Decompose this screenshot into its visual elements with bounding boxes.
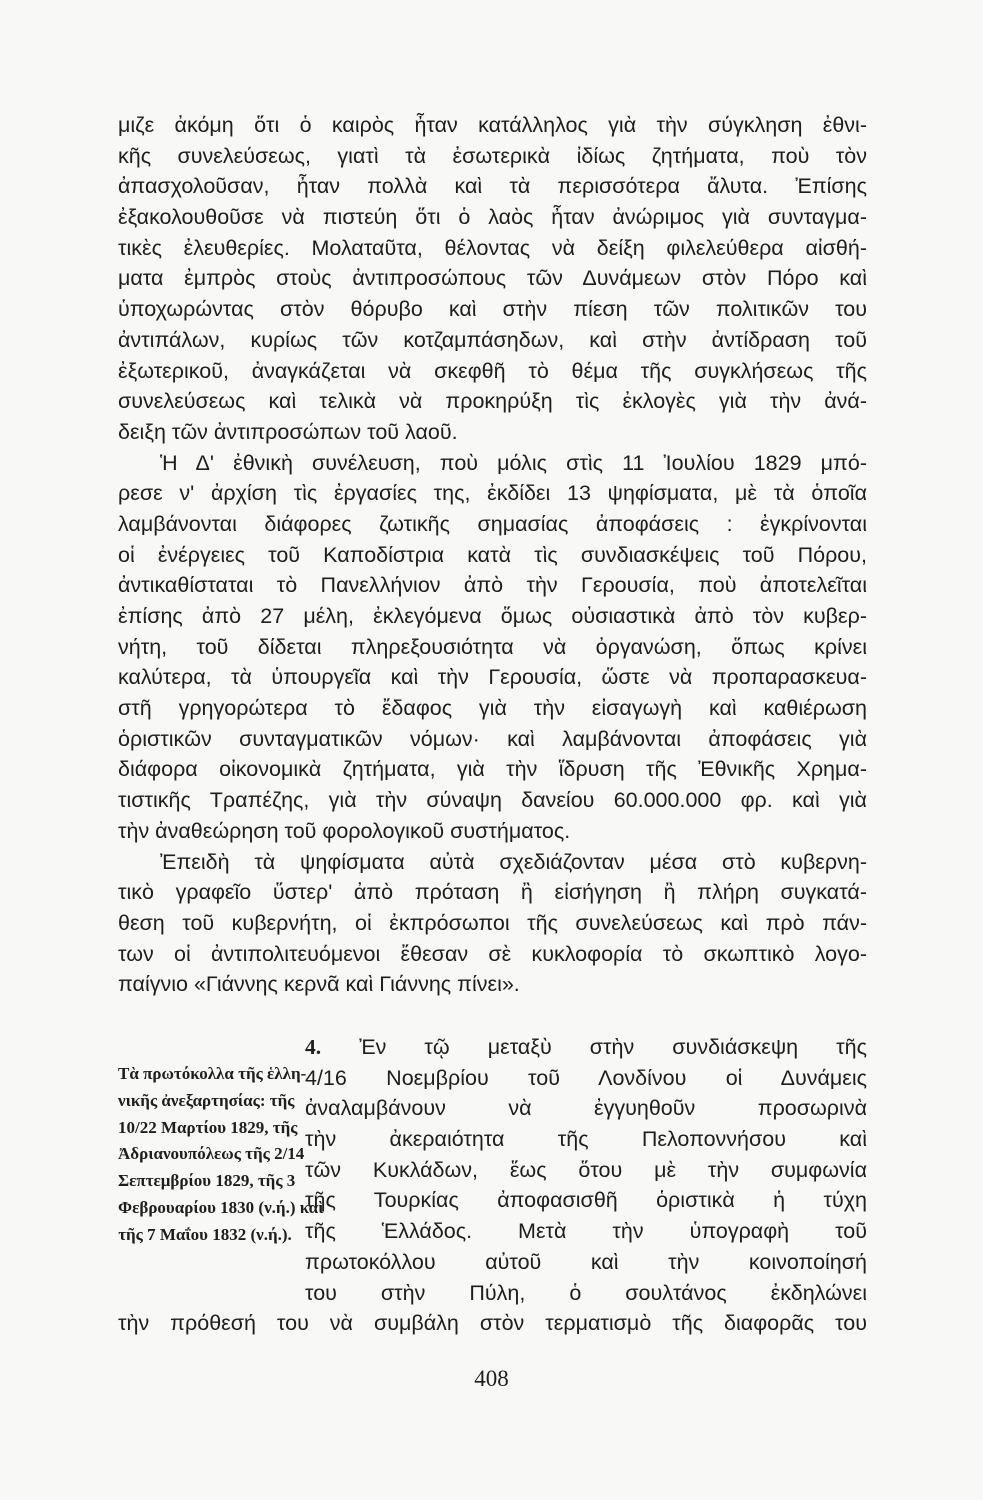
text-line: ἐπίσης ἀπὸ 27 μέλη, ἐκλεγόμενα ὅμως οὐσιαστικὰ ἀπὸ τὸν κυβερ- (118, 604, 867, 628)
text-line: κῆς συνελεύσεως, γιατὶ τὰ ἐσωτερικὰ ἰδίως ζητήματα, ποὺ τὸν (118, 143, 867, 168)
text-line: τῆς Ἑλλάδος. Μετὰ τὴν ὑπογραφὴ τοῦ (305, 1219, 867, 1244)
text-line: ρεσε ν' ἀρχίση τὶς ἐργασίες της, ἐκδίδει 13 ψηφίσματα, μὲ τὰ ὁποῖα (118, 481, 867, 506)
text-line: ἐξωτερικοῦ, ἀναγκάζεται νὰ σκεφθῆ τὸ θέμα τῆς συγκλήσεως τῆς (118, 358, 867, 383)
text-line: οἱ ἐνέργειες τοῦ Καποδίστρια κατὰ τὶς συνδιασκέψεις τοῦ Πόρου, (118, 542, 867, 567)
margin-note-line: Τὰ πρωτόκολλα τῆς ἑλλη- (118, 1064, 307, 1083)
paragraph (118, 448, 867, 847)
margin-note-line: 10/22 Μαρτίου 1829, τῆς (118, 1117, 298, 1137)
text-line: θεση τοῦ κυβερνήτη, οἱ ἐκπρόσωποι τῆς συνελεύσεως καὶ πρὸ πάν- (118, 910, 867, 935)
text-line: τὴν ἀκεραιότητα τῆς Πελοποννήσου καὶ (305, 1127, 867, 1152)
section-number: 4. (305, 1035, 322, 1059)
text-line: τὴν πρόθεσή του νὰ συμβάλη στὸν τερματισμὸ τῆς διαφορᾶς του (118, 1311, 867, 1336)
text-line: τὴν ἀναθεώρηση τοῦ φορολογικοῦ συστήματος. (118, 818, 571, 843)
paragraph (118, 110, 867, 448)
text-line: ὑποχωρώντας στὸν θόρυβο καὶ στὴν πίεση τῶν πολιτικῶν του (118, 297, 867, 322)
section-4 (118, 1032, 867, 1339)
text-line: πρωτοκόλλου αὐτοῦ καὶ τὴν κοινοποίησή (305, 1249, 867, 1274)
text-line: τῆς Τουρκίας ἀποφασισθῆ ὁριστικὰ ἡ τύχη (305, 1188, 867, 1213)
margin-note-line: τῆς 7 Μαΐου 1832 (ν.ή.). (118, 1224, 292, 1244)
text-line: μιζε ἀκόμη ὅτι ὁ καιρὸς ἦταν κατάλληλος γιὰ τὴν σύγκληση ἐθνι- (118, 113, 867, 137)
text-line: νήτη, τοῦ δίδεται πληρεξουσιότητα νὰ ὀργανώση, ὅπως κρίνει (118, 634, 867, 659)
text-line: ματα ἐμπρὸς στοὺς ἀντιπροσώπους τῶν Δυνάμεων στὸν Πόρο καὶ (118, 266, 867, 291)
text-line: των οἱ ἀντιπολιτευόμενοι ἔθεσαν σὲ κυκλοφορία τὸ σκωπτικὸ λογο- (118, 941, 867, 966)
body-text (118, 110, 867, 1000)
text-line: ἀναλαμβάνουν νὰ ἐγγυηθοῦν προσωρινὰ (305, 1096, 867, 1121)
text-line: τικὸ γραφεῖο ὕστερ' ἀπὸ πρόταση ἢ εἰσήγηση ἢ πλήρη συγκατά- (118, 880, 867, 905)
text-line: στῆ γρηγορώτερα τὸ ἔδαφος γιὰ τὴν εἰσαγωγὴ καὶ καθιέρωση (118, 696, 867, 721)
text-line: λαμβάνονται διάφορες ζωτικῆς σημασίας ἀποφάσεις : ἐγκρίνονται (118, 511, 867, 536)
margin-note-line: νικῆς ἀνεξαρτησίας: τῆς (118, 1090, 295, 1110)
page-number: 408 (474, 1366, 509, 1391)
margin-note-line: Ἀδριανουπόλεως τῆς 2/14 (118, 1144, 305, 1164)
text-line: συνελεύσεως καὶ τελικὰ νὰ προκηρύξη τὶς ἐκλογὲς γιὰ τὴν ἀνά- (118, 389, 867, 414)
text-line: του στὴν Πύλη, ὁ σουλτάνος ἐκδηλώνει (305, 1280, 867, 1305)
margin-note-line: Σεπτεμβρίου 1829, τῆς 3 (118, 1171, 296, 1191)
margin-note-line: Φεβρουαρίου 1830 (ν.ή.) καὶ (118, 1197, 324, 1217)
text-line: Ἡ Δ' ἐθνικὴ συνέλευση, ποὺ μόλις στὶς 11 Ἰουλίου 1829 μπό- (160, 450, 867, 475)
text-line: καλύτερα, τὰ ὑπουργεῖα καὶ τὴν Γερουσία, ὥστε νὰ προπαρασκευα- (118, 665, 867, 690)
text-line: ἐξακολουθοῦσε νὰ πιστεύη ὅτι ὁ λαὸς ἦταν ἀνώριμος γιὰ συνταγμα- (118, 205, 867, 230)
text-line: τιστικῆς Τραπέζης, γιὰ τὴν σύναψη δανείου 60.000.000 φρ. καὶ γιὰ (118, 788, 867, 813)
text-line: διάφορα οἰκονομικὰ ζητήματα, γιὰ τὴν ἵδρυση τῆς Ἐθνικῆς Χρημα- (118, 757, 867, 782)
text-line: ἀντιπάλων, κυρίως τῶν κοτζαμπάσηδων, καὶ στὴν ἀντίδραση τοῦ (118, 327, 867, 352)
text-span: Ἐν τῷ μεταξὺ στὴν συνδιάσκεψη τῆς (359, 1035, 867, 1059)
text-line: 4/16 Νοεμβρίου τοῦ Λονδίνου οἱ Δυνάμεις (305, 1065, 867, 1090)
text-line: ὁριστικῶν συνταγματικῶν νόμων· καὶ λαμβάνονται ἀποφάσεις γιὰ (118, 726, 867, 751)
paragraph (118, 847, 867, 1000)
text-line: τικὲς ἐλευθερίες. Μολαταῦτα, θέλοντας νὰ δείξη φιλελεύθερα αἰσθή- (118, 235, 867, 260)
text-line: ἀντικαθίσταται τὸ Πανελλήνιον ἀπὸ τὴν Γερουσία, ποὺ ἀποτελεῖται (118, 573, 867, 598)
text-line: τῶν Κυκλάδων, ἕως ὅτου μὲ τὴν συμφωνία (305, 1157, 867, 1182)
text-line: παίγνιο «Γιάννης κερνᾶ καὶ Γιάννης πίνει». (118, 972, 520, 997)
text-line: ἀπασχολοῦσαν, ἦταν πολλὰ καὶ τὰ περισσότερα ἄλυτα. Ἐπίσης (118, 174, 867, 199)
text-line: Ἐπειδὴ τὰ ψηφίσματα αὐτὰ σχεδιάζονταν μέσα στὸ κυβερνη- (160, 849, 867, 874)
text-line: δειξη τῶν ἀντιπροσώπων τοῦ λαοῦ. (118, 419, 458, 444)
text-line (305, 1032, 867, 1063)
